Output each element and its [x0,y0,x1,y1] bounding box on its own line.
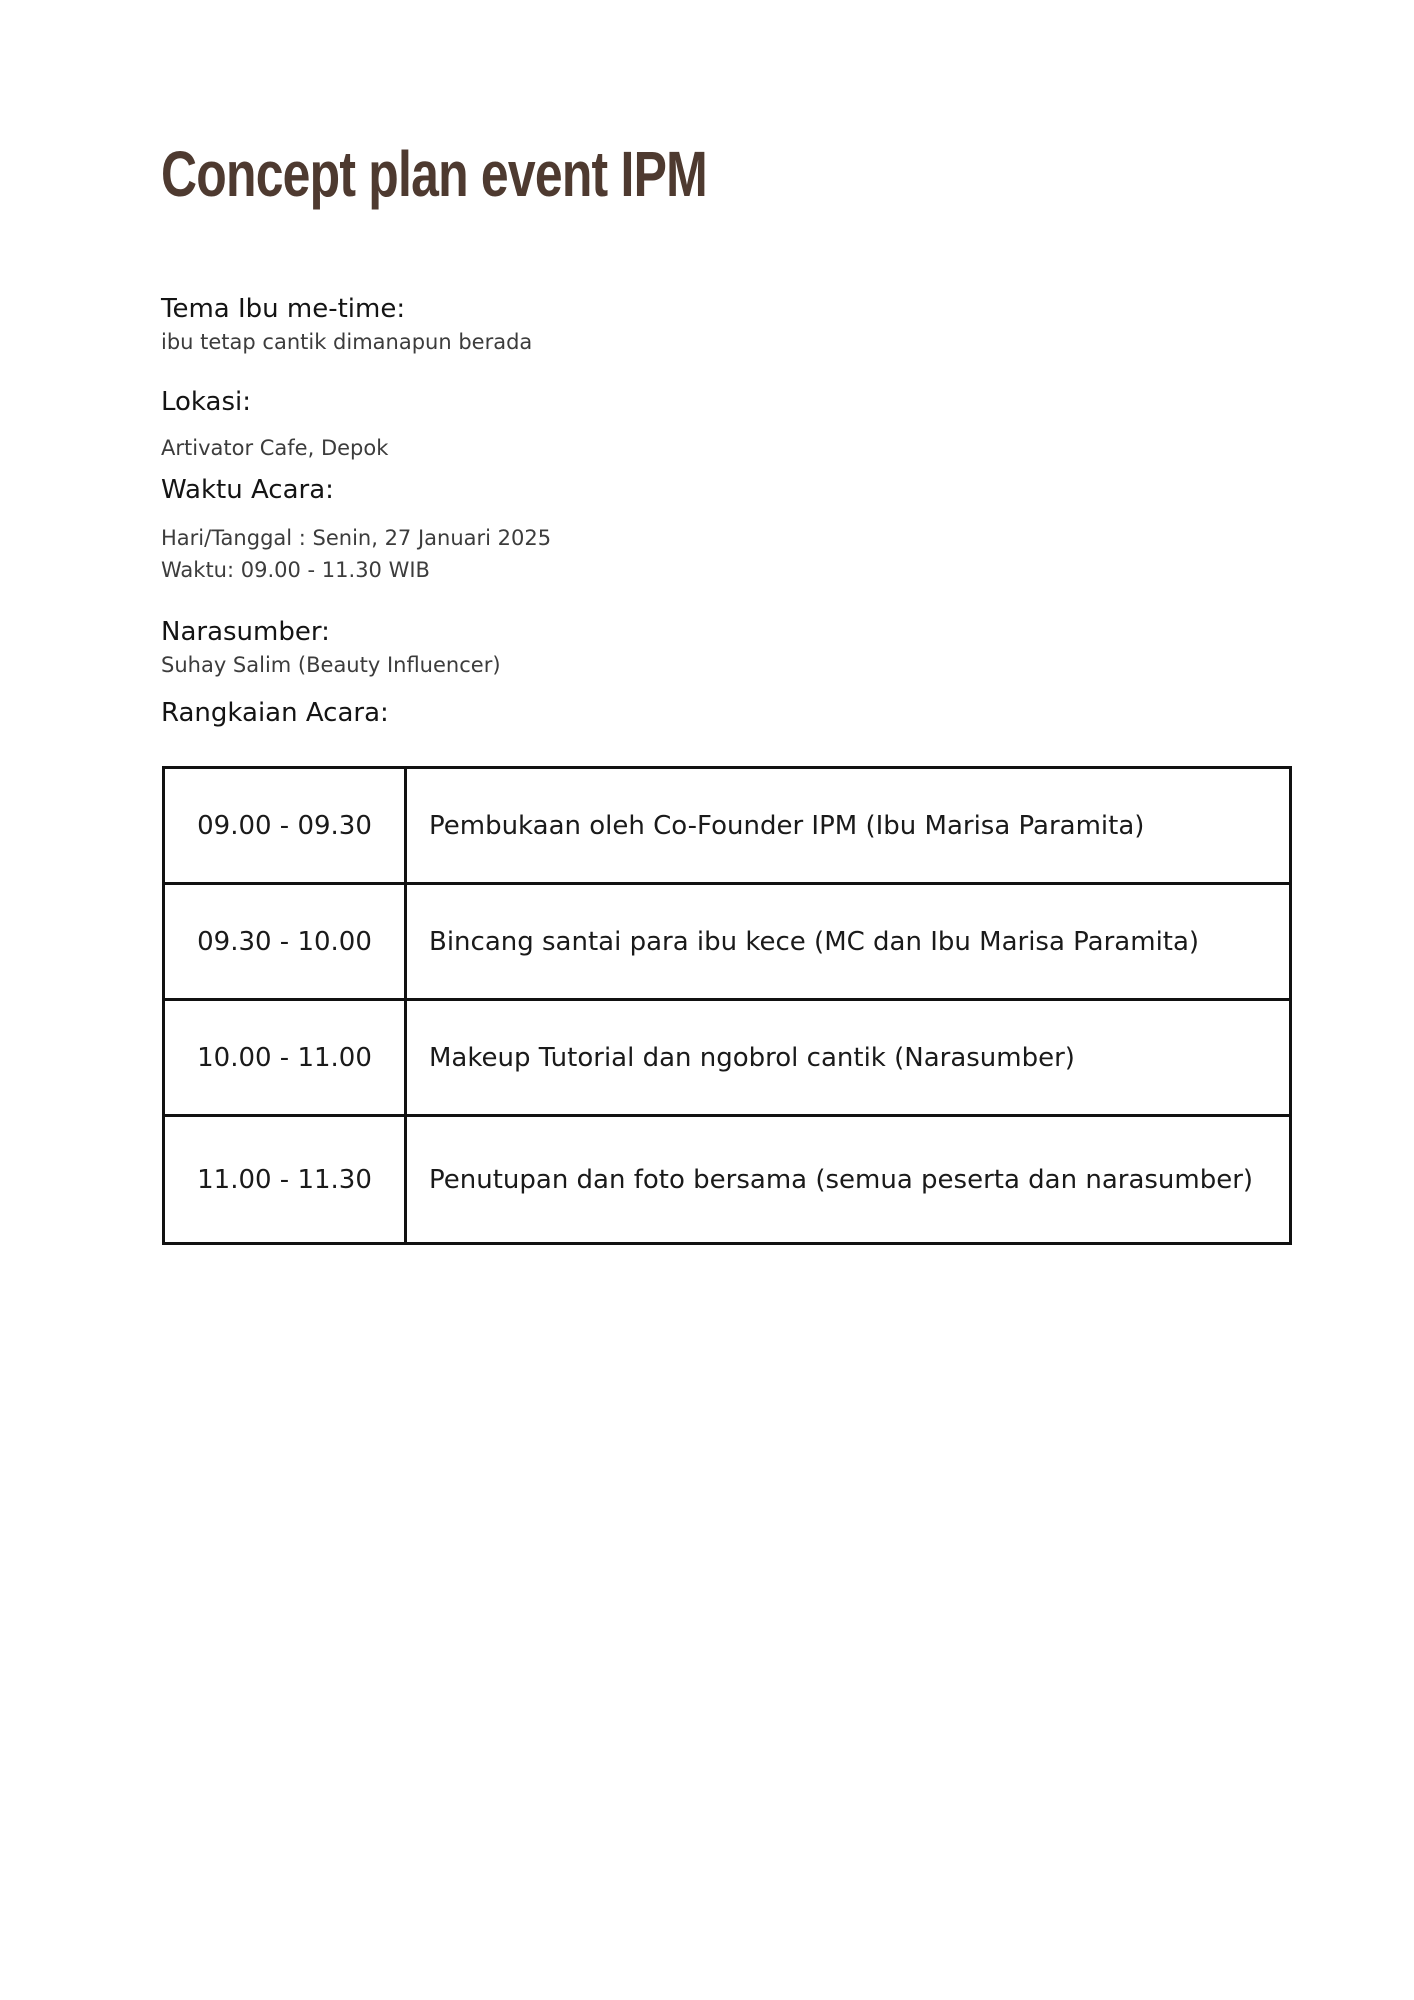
schedule-activity-cell: Bincang santai para ibu kece (MC dan Ibu Marisa Paramita) [406,884,1291,1000]
page-title: Concept plan event IPM [161,138,707,210]
schedule-activity-cell: Makeup Tutorial dan ngobrol cantik (Narasumber) [406,1000,1291,1116]
waktu-acara-label: Waktu Acara: [161,475,334,505]
rangkaian-acara-label: Rangkaian Acara: [161,698,389,728]
table-row [164,1116,1291,1244]
table-row [164,884,1291,1000]
schedule-time-cell: 09.00 - 09.30 [164,768,406,884]
lokasi-label: Lokasi: [161,387,251,417]
tema-value: ibu tetap cantik dimanapun berada [161,330,533,354]
table-row [164,1000,1291,1116]
schedule-activity-cell: Penutupan dan foto bersama (semua peserta dan narasumber) [406,1116,1291,1244]
schedule-activity-cell: Pembukaan oleh Co-Founder IPM (Ibu Marisa Paramita) [406,768,1291,884]
schedule-time-cell: 09.30 - 10.00 [164,884,406,1000]
waktu-acara-time: Waktu: 09.00 - 11.30 WIB [161,558,430,582]
narasumber-value: Suhay Salim (Beauty Influencer) [161,653,501,677]
table-row [164,768,1291,884]
schedule-time-cell: 10.00 - 11.00 [164,1000,406,1116]
lokasi-value: Artivator Cafe, Depok [161,436,389,460]
tema-label: Tema Ibu me-time: [161,294,406,324]
waktu-acara-date: Hari/Tanggal : Senin, 27 Januari 2025 [161,526,552,550]
schedule-time-cell: 11.00 - 11.30 [164,1116,406,1244]
schedule-table [162,766,1292,1245]
narasumber-label: Narasumber: [161,617,330,647]
